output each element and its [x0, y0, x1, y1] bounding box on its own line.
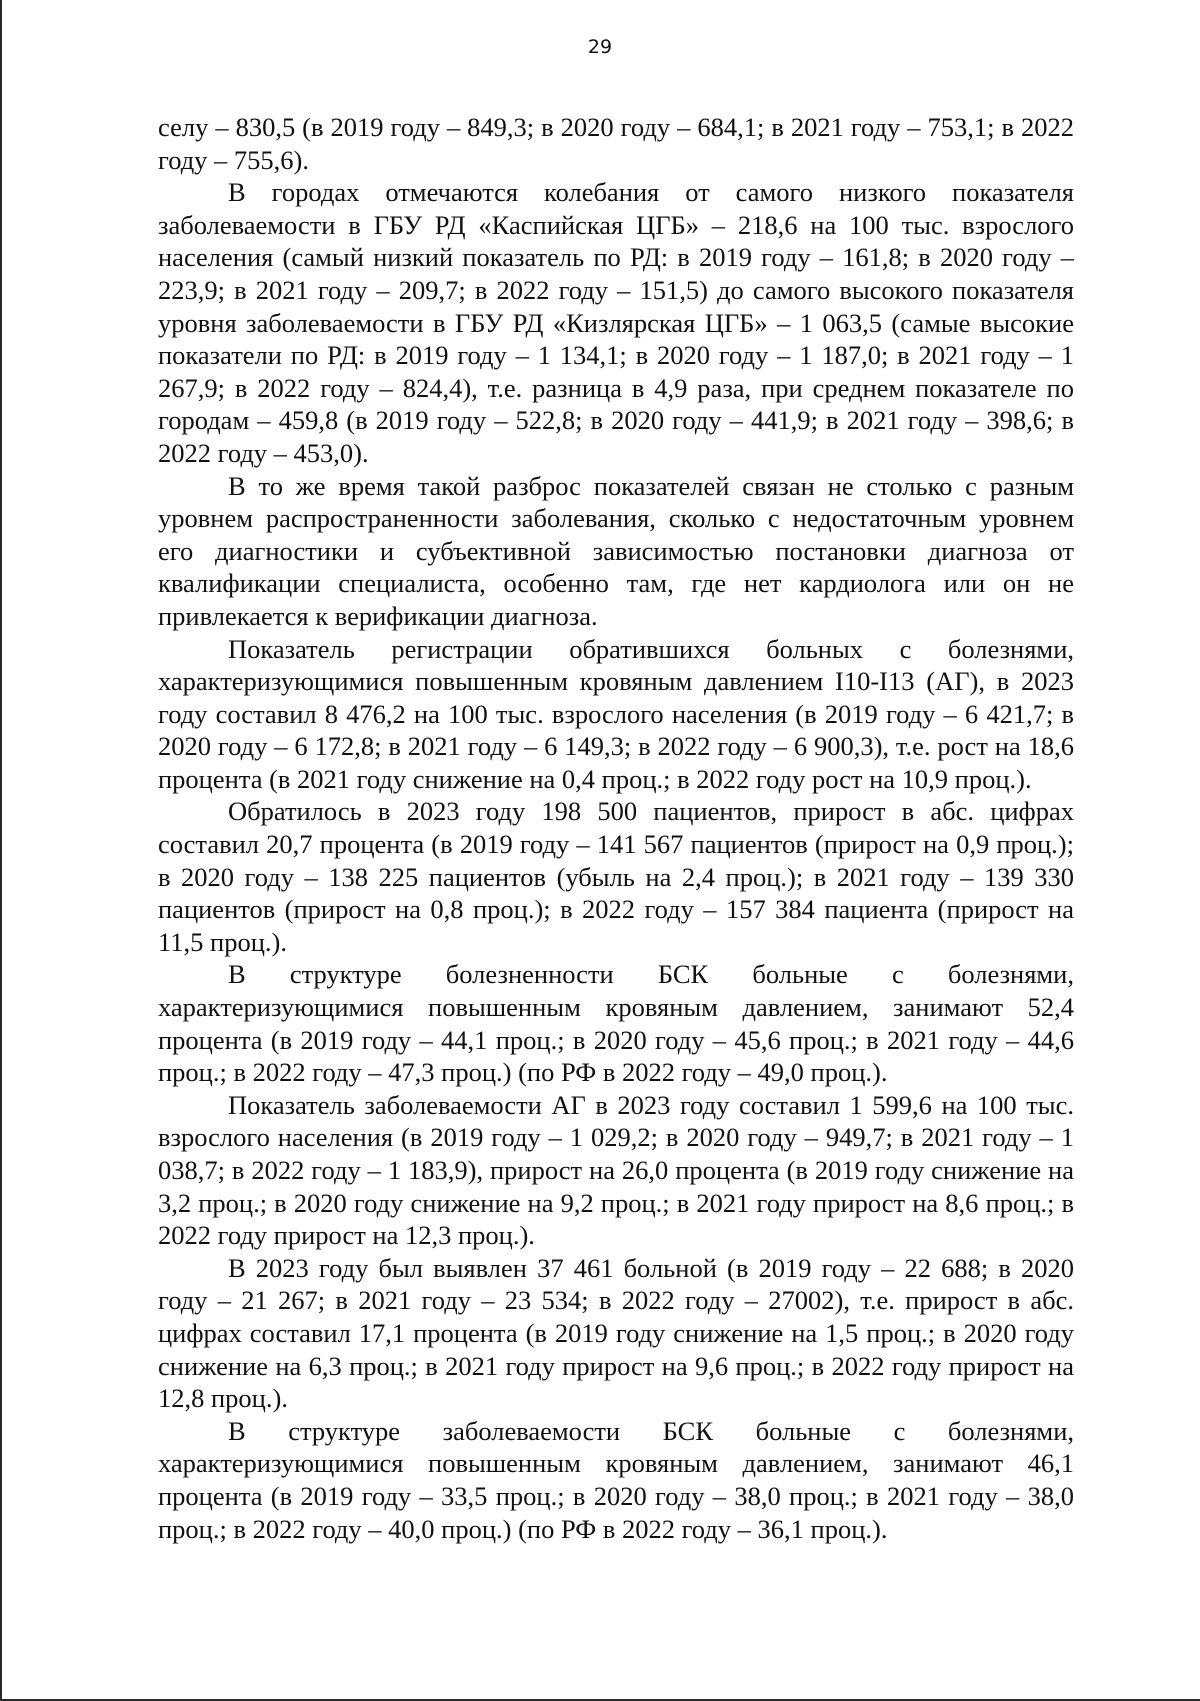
paragraph: Показатель заболеваемости АГ в 2023 году составил 1 599,6 на 100 тыс. взрослого населения (в 2019 году – 1 029,2; в 2020 году – 949,7; в 2021 году – 1 038,7; в 2022 году – 1 183,9), прирост на 26,0 процента (в 2019 году снижение на 3,2 проц.; в 2020 году снижение на 9,2 проц.; в 2021 году прирост на 8,6 проц.; в 2022 году прирост на 12,3 проц.). — [158, 1089, 1074, 1251]
paragraph: Показатель регистрации обратившихся больных с болезнями, характеризующимися повышенным кровяным давлением I10-I13 (АГ), в 2023 году составил 8 476,2 на 100 тыс. взрослого населения (в 2019 году – 6 421,7; в 2020 году – 6 172,8; в 2021 году – 6 149,3; в 2022 году – 6 900,3), т.е. рост на 18,6 процента (в 2021 году снижение на 0,4 проц.; в 2022 году рост на 10,9 проц.). — [158, 633, 1074, 794]
body-text — [158, 111, 1074, 1545]
paragraph: В то же время такой разброс показателей связан не столько с разным уровнем распространенности заболевания, сколько с недостаточным уровнем его диагностики и субъективной зависимостью постановки диагноза от квалификации специалиста, особенно там, где нет кардиолога или он не привлекается к верификации диагноза. — [158, 470, 1074, 631]
paragraph: Обратилось в 2023 году 198 500 пациентов, прирост в абс. цифрах составил 20,7 процента (в 2019 году – 141 567 пациентов (прирост на 0,9 проц.); в 2020 году – 138 225 пациентов (убыль на 2,4 проц.); в 2021 году – 139 330 пациентов (прирост на 0,8 проц.); в 2022 году – 157 384 пациента (прирост на 11,5 проц.). — [158, 796, 1074, 957]
scan-edge-left — [0, 0, 2, 1701]
paragraph: В городах отмечаются колебания от самого низкого показателя заболеваемости в ГБУ РД «Каспийская ЦГБ» – 218,6 на 100 тыс. взрослого населения (самый низкий показатель по РД: в 2019 году – 161,8; в 2020 году – 223,9; в 2021 году – 209,7; в 2022 году – 151,5) до самого высокого показателя уровня заболеваемости в ГБУ РД «Кизлярская ЦГБ» – 1 063,5 (самые высокие показатели по РД: в 2019 году – 1 134,1; в 2020 году – 1 187,0; в 2021 году – 1 267,9; в 2022 году – 824,4), т.е. разница в 4,9 раза, при среднем показателе по городам – 459,8 (в 2019 году – 522,8; в 2020 году – 441,9; в 2021 году – 398,6; в 2022 году – 453,0). — [158, 177, 1074, 468]
paragraph: В структуре болезненности БСК больные с болезнями, характеризующимися повышенным кровяным давлением, занимают 52,4 процента (в 2019 году – 44,1 проц.; в 2020 году – 45,6 проц.; в 2021 году – 44,6 проц.; в 2022 году – 47,3 проц.) (по РФ в 2022 году – 49,0 проц.). — [158, 959, 1074, 1088]
paragraph: В 2023 году был выявлен 37 461 больной (в 2019 году – 22 688; в 2020 году – 21 267; в 2021 году – 23 534; в 2022 году – 27002), т.е. прирост в абс. цифрах составил 17,1 процента (в 2019 году снижение на 1,5 проц.; в 2020 году снижение на 6,3 проц.; в 2021 году прирост на 9,6 проц.; в 2022 году прирост на 12,8 проц.). — [158, 1252, 1074, 1414]
paragraph: В структуре заболеваемости БСК больные с болезнями, характеризующимися повышенным кровяным давлением, занимают 46,1 процента (в 2019 году – 33,5 проц.; в 2020 году – 38,0 проц.; в 2021 году – 38,0 проц.; в 2022 году – 40,0 проц.) (по РФ в 2022 году – 36,1 проц.). — [158, 1415, 1074, 1544]
page-number: 29 — [587, 36, 613, 58]
paragraph-continuation: селу – 830,5 (в 2019 году – 849,3; в 2020 году – 684,1; в 2021 году – 753,1; в 2022 году – 755,6). — [158, 112, 1074, 175]
